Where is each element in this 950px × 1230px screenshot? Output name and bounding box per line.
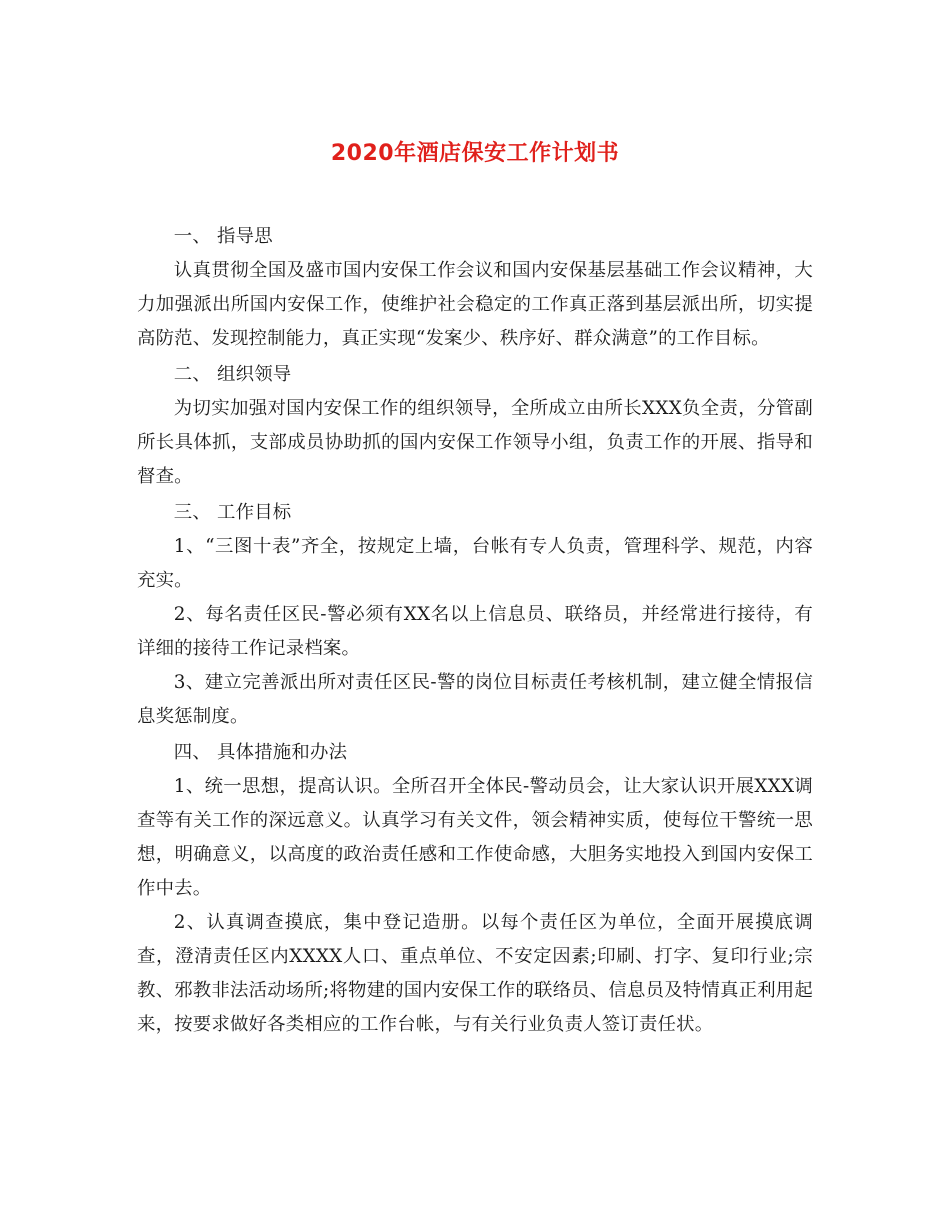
body-paragraph: 1、统一思想，提高认识。全所召开全体民-警动员会，让大家认识开展XXX调查等有关工作的深远意义。认真学习有关文件，领会精神实质，使每位干警统一思想，明确意义，以高度的政治责任感和工作使命感，大胆务实地投入到国内安保工作中去。 [137,776,813,899]
section-heading-1: 一、 指导思 [173,226,273,247]
body-paragraph: 2、每名责任区民-警必须有XX名以上信息员、联络员，并经常进行接待，有详细的接待工作记录档案。 [137,604,813,659]
body-paragraph: 2、认真调查摸底，集中登记造册。以每个责任区为单位，全面开展摸底调查，澄清责任区内XXXX人口、重点单位、不安定因素;印刷、打字、复印行业;宗教、邪教非法活动场所;将物建的国内安保工作的联络员、信息员及特情真正利用起来，按要求做好各类相应的工作台帐，与有关行业负责人签订责任状。 [137,912,813,1035]
document-body [137,218,813,1042]
body-paragraph: 为切实加强对国内安保工作的组织领导，全所成立由所长XXX负全责，分管副所长具体抓，支部成员协助抓的国内安保工作领导小组，负责工作的开展、指导和督查。 [137,398,813,487]
section-heading-3: 三、 工作目标 [173,502,292,523]
body-paragraph: 3、建立完善派出所对责任区民-警的岗位目标责任考核机制，建立健全情报信息奖惩制度。 [137,672,813,727]
document-title: 2020年酒店保安工作计划书 [330,141,620,166]
body-paragraph: 1、“三图十表”齐全，按规定上墙，台帐有专人负责，管理科学、规范，内容充实。 [137,536,813,591]
section-heading-2: 二、 组织领导 [173,364,292,385]
section-heading-4: 四、 具体措施和办法 [173,742,348,763]
body-paragraph: 认真贯彻全国及盛市国内安保工作会议和国内安保基层基础工作会议精神，大力加强派出所国内安保工作，使维护社会稳定的工作真正落到基层派出所，切实提高防范、发现控制能力，真正实现“发案少、秩序好、群众满意”的工作目标。 [137,260,813,349]
